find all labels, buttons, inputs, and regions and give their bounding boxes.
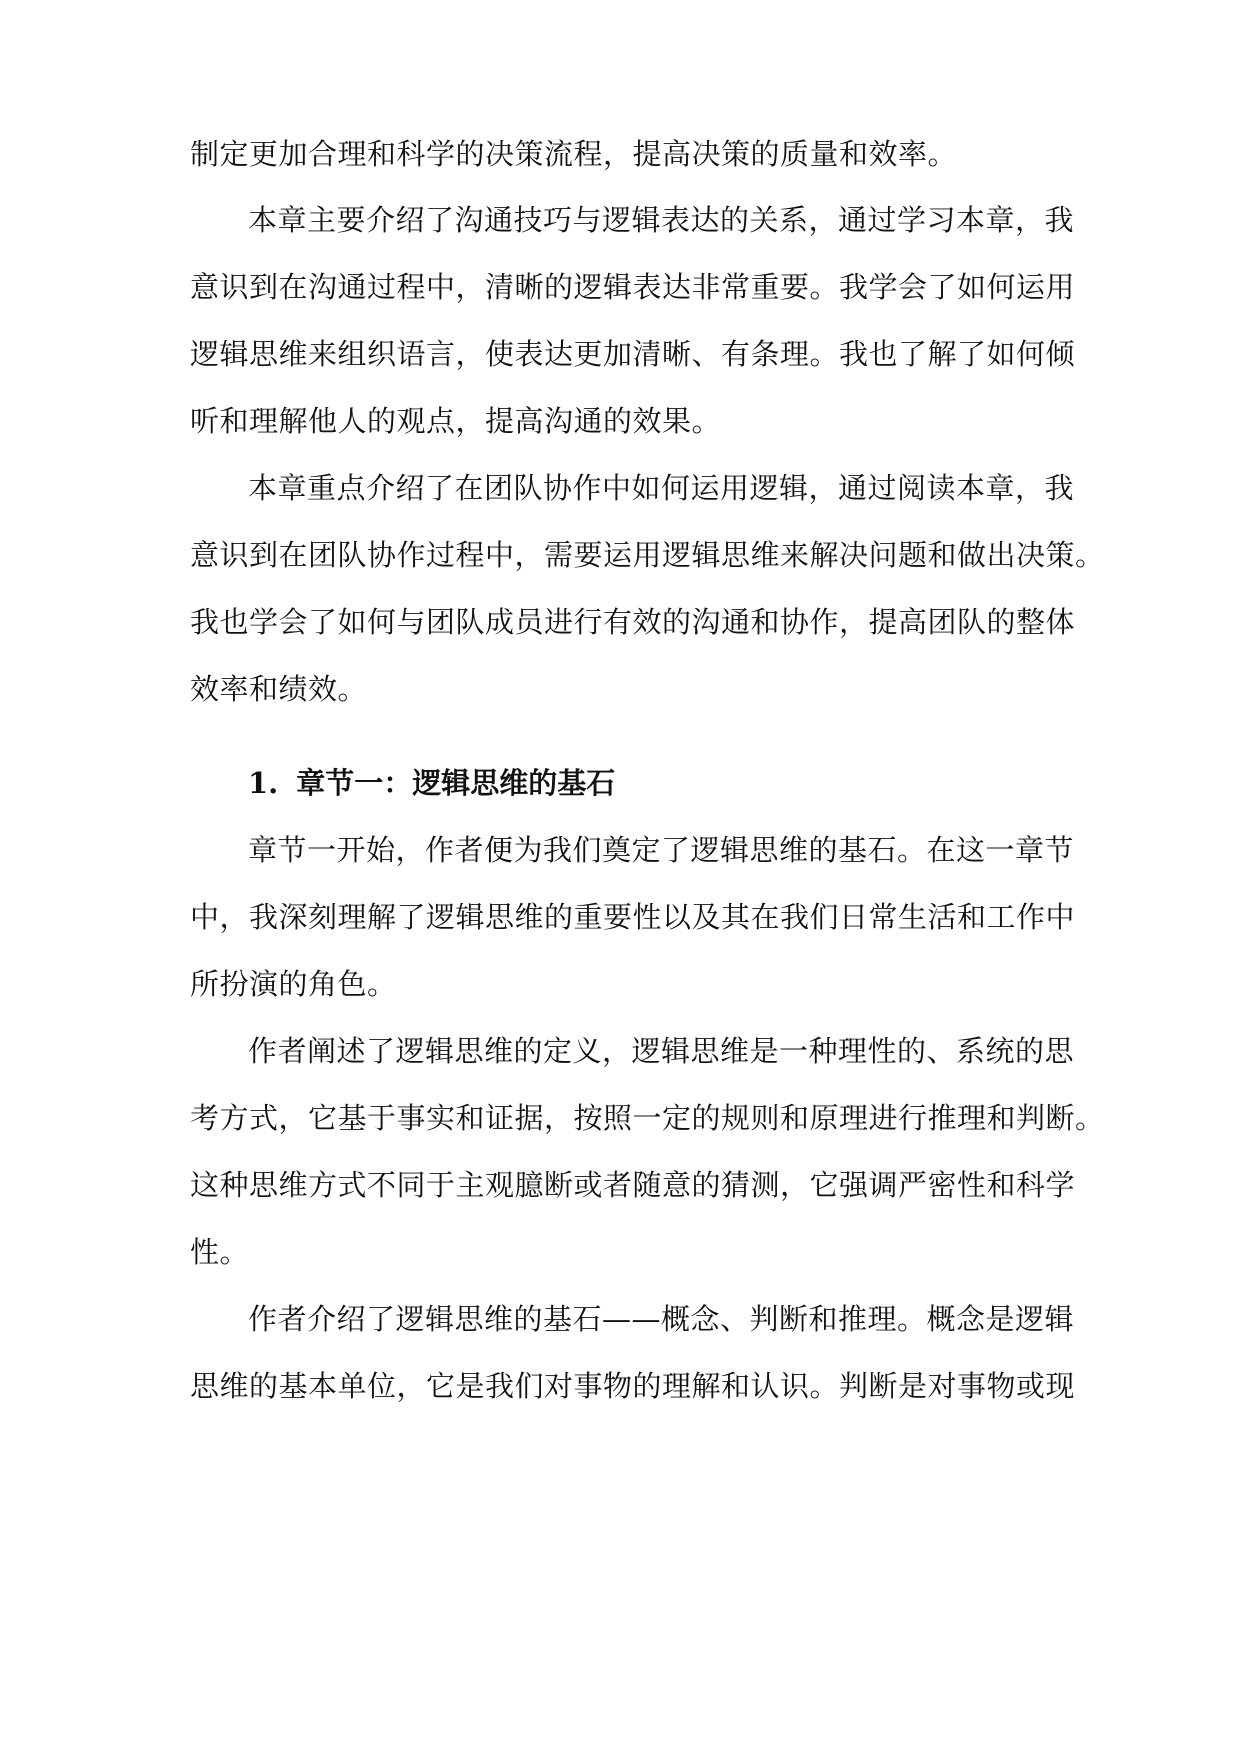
paragraph-line: 所扮演的角色。 [190,967,397,1001]
paragraph-line: 思维的基本单位，它是我们对事物的理解和认识。判断是对事物或现 [190,1369,1076,1403]
paragraph-line: 意识到在沟通过程中，清晰的逻辑表达非常重要。我学会了如何运用 [190,270,1076,304]
paragraph-line: 作者介绍了逻辑思维的基石——概念、判断和推理。概念是逻辑 [248,1302,1075,1336]
paragraph-line: 效率和绩效。 [190,672,368,706]
paragraph-line: 本章主要介绍了沟通技巧与逻辑表达的关系，通过学习本章，我 [248,203,1075,237]
paragraph-line: 性。 [190,1235,250,1269]
paragraph-line: 章节一开始，作者便为我们奠定了逻辑思维的基石。在这一章节 [248,833,1075,867]
paragraph-line: 中，我深刻理解了逻辑思维的重要性以及其在我们日常生活和工作中 [190,900,1076,934]
paragraph-line: 逻辑思维来组织语言，使表达更加清晰、有条理。我也了解了如何倾 [190,337,1076,371]
section-title: 章节一：逻辑思维的基石 [296,766,616,800]
section-number: 1. [248,766,279,800]
paragraph-line: 本章重点介绍了在团队协作中如何运用逻辑，通过阅读本章，我 [248,471,1075,505]
paragraph-line: 考方式，它基于事实和证据，按照一定的规则和原理进行推理和判断。 [190,1101,1105,1135]
section-heading [248,763,615,803]
paragraph-line: 这种思维方式不同于主观臆断或者随意的猜测，它强调严密性和科学 [190,1168,1076,1202]
paragraph-line: 听和理解他人的观点，提高沟通的效果。 [190,404,722,438]
paragraph-line: 制定更加合理和科学的决策流程，提高决策的质量和效率。 [190,137,958,171]
paragraph-line: 作者阐述了逻辑思维的定义，逻辑思维是一种理性的、系统的思 [248,1034,1075,1068]
paragraph-line: 我也学会了如何与团队成员进行有效的沟通和协作，提高团队的整体 [190,605,1076,639]
paragraph-line: 意识到在团队协作过程中，需要运用逻辑思维来解决问题和做出决策。 [190,538,1105,572]
